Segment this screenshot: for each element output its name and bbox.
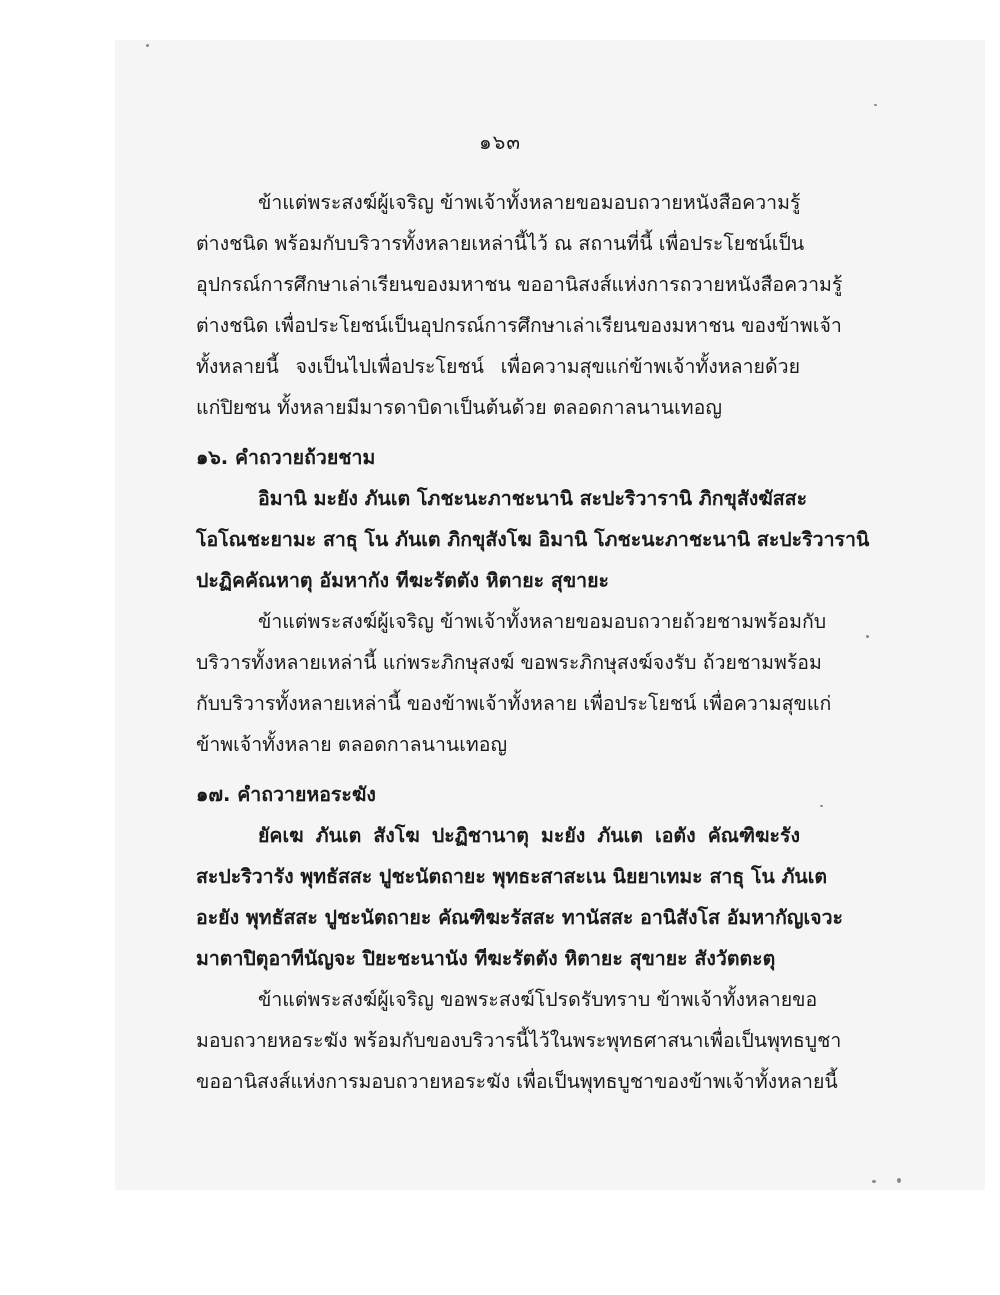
pali-line: อิมานิ มะยัง ภันเต โภชะนะภาชะนานิ สะปะริวารานิ ภิกขุสังฆัสสะ [258, 487, 808, 510]
pali-line: มาตาปิตุอาทีนัญจะ ปิยะชะนานัง ทีฆะรัตตัง หิตายะ สุขายะ สังวัตตะตุ [196, 947, 776, 970]
paragraph-line: กับบริวารทั้งหลายเหล่านี้ ของข้าพเจ้าทั้งหลาย เพื่อประโยชน์ เพื่อความสุขแก่ [196, 692, 832, 715]
paragraph-line: ข้าแต่พระสงฆ์ผู้เจริญ ขอพระสงฆ์โปรดรับทราบ ข้าพเจ้าทั้งหลายขอ [258, 988, 818, 1011]
pali-line: โอโณชะยามะ สาธุ โน ภันเต ภิกขุสังโฆ อิมานิ โภชะนะภาชะนานิ สะปะริวารานิ [196, 528, 870, 551]
section-heading: ๑๗. คำถวายหอระฆัง [196, 783, 376, 806]
paragraph-line: ต่างชนิด พร้อมกับบริวารทั้งหลายเหล่านี้ไว้ ณ สถานที่นี้ เพื่อประโยชน์เป็น [196, 232, 805, 255]
paragraph-line: ทั้งหลายนี้ จงเป็นไปเพื่อประโยชน์ เพื่อความสุขแก่ข้าพเจ้าทั้งหลายด้วย [196, 355, 800, 378]
paragraph-line: แก่ปิยชน ทั้งหลายมีมารดาบิดาเป็นต้นด้วย ตลอดกาลนานเทอญ [196, 396, 722, 419]
pali-line: อะยัง พุทธัสสะ ปูชะนัตถายะ คัณฑิฆะรัสสะ ทานัสสะ อานิสังโส อัมหากัญเจวะ [196, 906, 844, 929]
pali-line: ยัคเฆ ภันเต สังโฆ ปะฏิชานาตุ มะยัง ภันเต เอตัง คัณฑิฆะรัง [258, 824, 800, 847]
section-heading: ๑๖. คำถวายถ้วยชาม [196, 446, 376, 469]
paragraph-line: ข้าแต่พระสงฆ์ผู้เจริญ ข้าพเจ้าทั้งหลายขอมอบถวายหนังสือความรู้ [258, 191, 801, 214]
paragraph-line: ขออานิสงส์แห่งการมอบถวายหอระฆัง เพื่อเป็นพุทธบูชาของข้าพเจ้าทั้งหลายนี้ [196, 1070, 838, 1093]
paragraph-line: บริวารทั้งหลายเหล่านี้ แก่พระภิกษุสงฆ์ ขอพระภิกษุสงฆ์จงรับ ถ้วยชามพร้อม [196, 651, 822, 674]
paragraph-line: ต่างชนิด เพื่อประโยชน์เป็นอุปกรณ์การศึกษาเล่าเรียนของมหาชน ของข้าพเจ้า [196, 314, 842, 337]
paragraph-line: มอบถวายหอระฆัง พร้อมกับของบริวารนี้ไว้ในพระพุทธศาสนาเพื่อเป็นพุทธบูชา [196, 1029, 842, 1052]
scan-speck [874, 104, 877, 106]
paragraph-line: ข้าแต่พระสงฆ์ผู้เจริญ ข้าพเจ้าทั้งหลายขอมอบถวายถ้วยชามพร้อมกับ [258, 610, 827, 633]
scan-speck [872, 1180, 876, 1183]
paragraph-line: อุปกรณ์การศึกษาเล่าเรียนของมหาชน ขออานิสงส์แห่งการถวายหนังสือความรู้ [196, 273, 843, 296]
pali-line: สะปะริวารัง พุทธัสสะ ปูชะนัตถายะ พุทธะสาสะเน นิยยาเทมะ สาธุ โน ภันเต [196, 865, 828, 888]
page-number: ๑๖๓ [478, 130, 522, 154]
scan-speck [146, 44, 149, 47]
scan-speck [820, 805, 823, 807]
scan-speck [866, 635, 869, 638]
pali-line: ปะฏิคคัณหาตุ อัมหากัง ทีฆะรัตตัง หิตายะ สุขายะ [196, 569, 610, 592]
scan-speck [897, 1178, 901, 1183]
paragraph-line: ข้าพเจ้าทั้งหลาย ตลอดกาลนานเทอญ [196, 733, 508, 756]
